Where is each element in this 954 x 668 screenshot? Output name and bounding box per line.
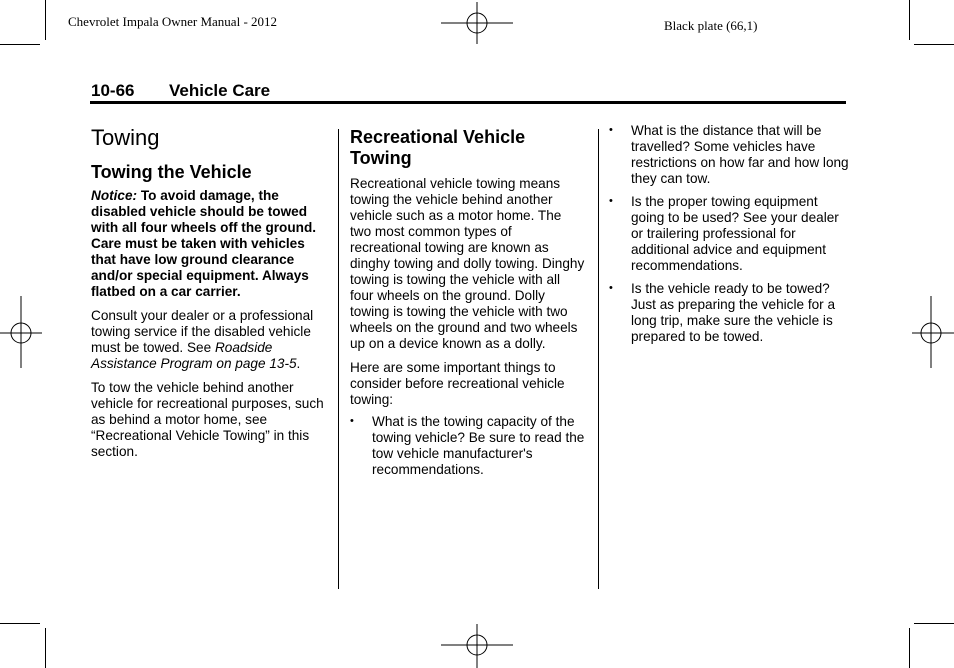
paragraph-recreational: To tow the vehicle behind another vehicle for recreational purposes, such as behind a motor home, see “Recreational Vehicle Towing” in this section. bbox=[91, 380, 324, 459]
manual-title: Chevrolet Impala Owner Manual - 2012 bbox=[68, 14, 278, 29]
column-2 bbox=[350, 127, 586, 485]
bullet-glyph: • bbox=[350, 415, 354, 427]
section-name: Vehicle Care bbox=[169, 81, 271, 100]
crop-mark-tr-h bbox=[914, 44, 954, 45]
crop-mark-br-h bbox=[914, 623, 954, 624]
crop-mark-bl-v bbox=[45, 628, 46, 668]
registration-mark-right bbox=[910, 296, 954, 370]
paragraph-consult bbox=[91, 308, 329, 372]
list-item bbox=[609, 123, 849, 187]
column-1 bbox=[91, 124, 329, 468]
section-rule bbox=[90, 101, 846, 104]
bullet-glyph: • bbox=[609, 195, 613, 207]
crop-mark-tl-v bbox=[45, 0, 46, 40]
rv-paragraph-1: Recreational vehicle towing means towing the vehicle behind another vehicle such as a motor home. The two most common types of recreational towing are known as dinghy towing and dolly towing. Dinghy towing is towing the vehicle with all four wheels on the ground. Dolly towing is towing the vehicle with two wheels on the ground and two wheels up on a device known as a dolly. bbox=[350, 176, 585, 351]
column-divider-2 bbox=[598, 129, 599, 589]
registration-mark-top bbox=[441, 2, 515, 46]
registration-mark-left bbox=[0, 296, 44, 370]
crop-mark-br-v bbox=[909, 628, 910, 668]
registration-mark-bottom bbox=[441, 624, 515, 668]
page-title: Towing bbox=[91, 125, 160, 150]
bullet-glyph: • bbox=[609, 124, 613, 136]
bullet-glyph: • bbox=[609, 282, 613, 294]
list-item bbox=[609, 194, 849, 274]
notice-text: To avoid damage, the disabled vehicle should be towed with all four wheels off the ground. Care must be taken with vehicles that have low ground clearance and/or special equipment. Always flatbed on a car carrier. bbox=[91, 188, 317, 299]
column-3 bbox=[609, 123, 849, 352]
rv-towing-heading: Recreational Vehicle Towing bbox=[350, 127, 526, 168]
consult-end: . bbox=[296, 356, 301, 371]
crop-mark-tr-v bbox=[909, 0, 910, 40]
list-item-text: What is the towing capacity of the towing vehicle? Be sure to read the tow vehicle manufacturer's recommendations. bbox=[372, 414, 585, 477]
notice-paragraph bbox=[91, 188, 329, 300]
roadside-reference-link[interactable]: Roadside Assistance Program on page 13-5 bbox=[91, 340, 297, 371]
list-item-text: Is the vehicle ready to be towed? Just as preparing the vehicle for a long trip, make sure the vehicle is prepared to be towed. bbox=[631, 281, 836, 344]
column-divider-1 bbox=[338, 129, 339, 589]
rv-paragraph-2: Here are some important things to consider before recreational vehicle towing: bbox=[350, 360, 565, 407]
list-item-text: Is the proper towing equipment going to be used? See your dealer or trailering professional for additional advice and equipment recommendations. bbox=[631, 194, 839, 273]
plate-label: Black plate (66,1) bbox=[664, 18, 758, 33]
crop-mark-tl-h bbox=[0, 44, 40, 45]
consult-text: Consult your dealer or a professional towing service if the disabled vehicle must be towed. See bbox=[91, 308, 314, 355]
list-item bbox=[609, 281, 849, 345]
crop-mark-bl-h bbox=[0, 623, 40, 624]
page-number: 10-66 bbox=[91, 81, 135, 100]
list-item-text: What is the distance that will be travelled? Some vehicles have restrictions on how far and how long they can tow. bbox=[631, 123, 849, 186]
subsection-title: Towing the Vehicle bbox=[91, 162, 252, 182]
list-item bbox=[350, 414, 586, 478]
notice-label: Notice: bbox=[91, 188, 138, 203]
